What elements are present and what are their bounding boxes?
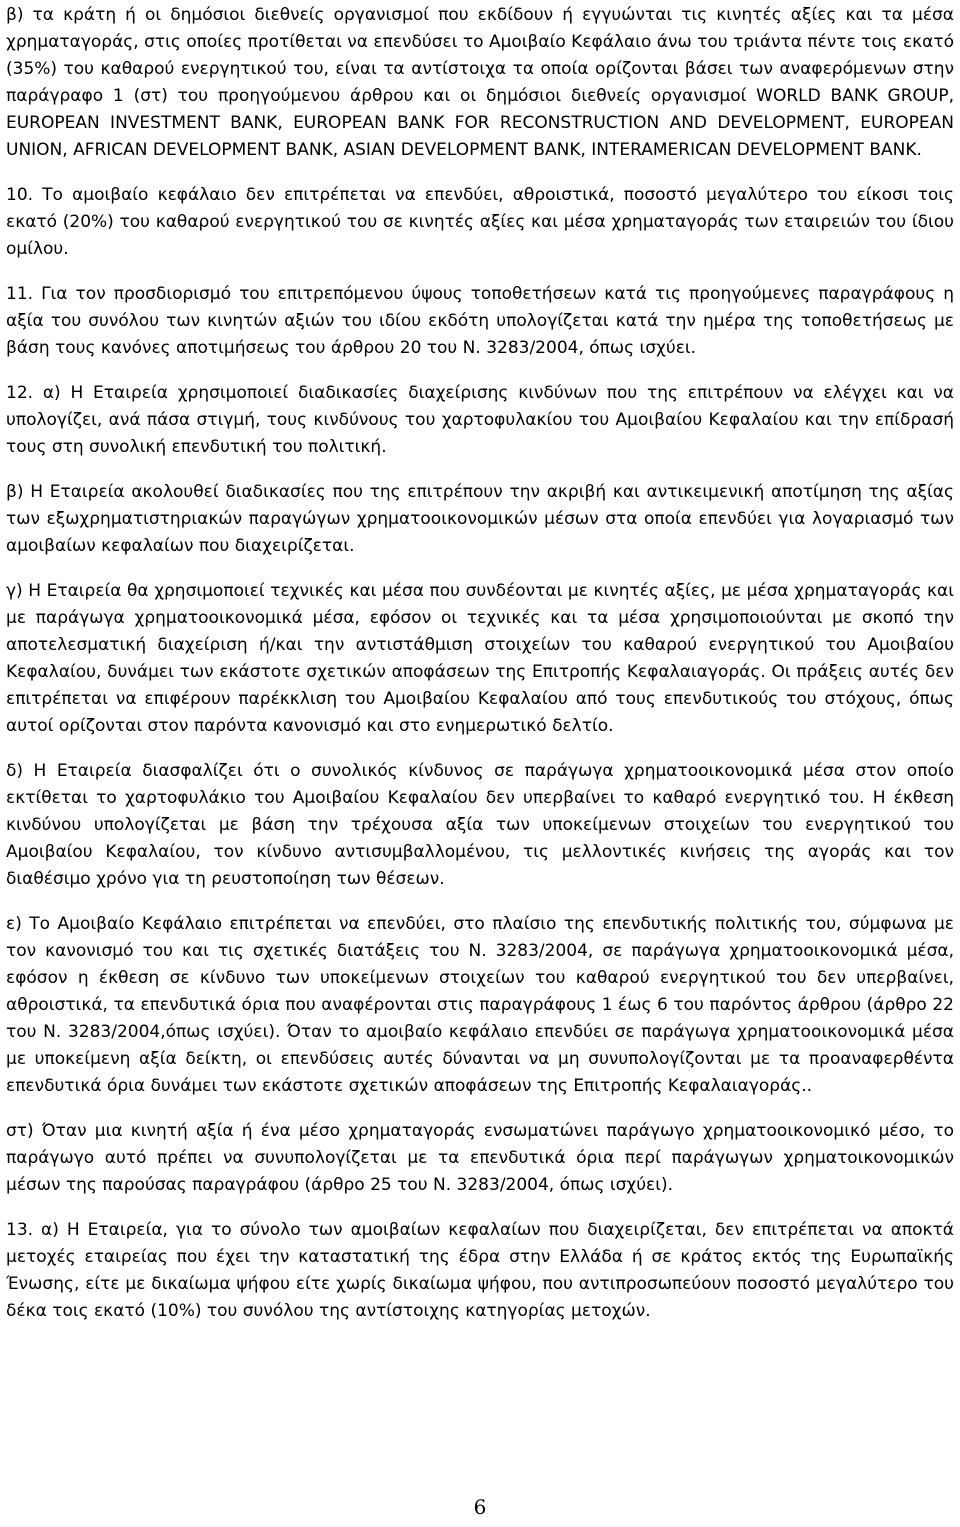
paragraph-12b: β) Η Εταιρεία ακολουθεί διαδικασίες που της επιτρέπουν την ακριβή και αντικειμενική αποτίμηση της αξίας των εξωχρηματιστηριακών παραγώγων χρηματοοικονομικών μέσων στα οποία επενδύει για λογαριασμό των αμοιβαίων κεφαλαίων που διαχειρίζεται. [6,482,954,556]
paragraph-12st: στ) Όταν μια κινητή αξία ή ένα μέσο χρηματαγοράς ενσωματώνει παράγωγο χρηματοοικονομικό μέσο, το παράγωγο αυτό πρέπει να συνυπολογίζεται με τα επενδυτικά όρια περί παράγωγων χρηματοικονομικών μέσων της παρούσας παραγράφου (άρθρο 25 του Ν. 3283/2004, όπως ισχύει). [6,1121,954,1195]
paragraph-beta-issuers: β) τα κράτη ή οι δημόσιοι διεθνείς οργανισμοί που εκδίδουν ή εγγυώνται τις κινητές αξίες και τα μέσα χρηματαγοράς, στις οποίες προτίθεται να επενδύσει το Αμοιβαίο Κεφάλαιο άνω του τριάντα πέντε τοις εκατό (35%) του καθαρού ενεργητικού του, είναι τα αντίστοιχα τα οποία ορίζονται βάσει των αναφερόμενων στην παράγραφο 1 (στ) του προηγούμενου άρθρου και οι δημόσιοι διεθνείς οργανισμοί WORLD BANK GROUP, EUROPEAN INVESTMENT BANK, EUROPEAN BANK FOR RECONSTRUCTION AND DEVELOPMENT, EUROPEAN UNION, AFRICAN DEVELOPMENT BANK, ASIAN DEVELOPMENT BANK, INTERAMERICAN DEVELOPMENT BANK. [6,5,954,160]
paragraph-12a: 12. α) Η Εταιρεία χρησιμοποιεί διαδικασίες διαχείρισης κινδύνων που της επιτρέπουν να ελέγχει και να υπολογίζει, ανά πάσα στιγμή, τους κινδύνους του χαρτοφυλακίου του Αμοιβαίου Κεφαλαίου και την επίδρασή τους στη συνολική επενδυτική του πολιτική. [6,383,954,457]
paragraph-10: 10. Το αμοιβαίο κεφάλαιο δεν επιτρέπεται να επενδύει, αθροιστικά, ποσοστό μεγαλύτερο του είκοσι τοις εκατό (20%) του καθαρού ενεργητικού του σε κινητές αξίες και μέσα χρηματαγοράς των εταιρειών του ίδιου ομίλου. [6,185,954,259]
paragraph-13a: 13. α) Η Εταιρεία, για το σύνολο των αμοιβαίων κεφαλαίων που διαχειρίζεται, δεν επιτρέπεται να αποκτά μετοχές εταιρείας που έχει την καταστατική της έδρα στην Ελλάδα ή σε κράτος εκτός της Ευρωπαϊκής Ένωσης, είτε με δικαίωμα ψήφου είτε χωρίς δικαίωμα ψήφου, που αντιπροσωπεύουν ποσοστό μεγαλύτερο του δέκα τοις εκατό (10%) του συνόλου της αντίστοιχης κατηγορίας μετοχών. [6,1220,954,1321]
paragraph-12c: γ) Η Εταιρεία θα χρησιμοποιεί τεχνικές και μέσα που συνδέονται με κινητές αξίες, με μέσα χρηματαγοράς και με παράγωγα χρηματοοικονομικά μέσα, εφόσον οι τεχνικές και τα μέσα χρησιμοποιούνται με σκοπό την αποτελεσματική διαχείριση ή/και την αντιστάθμιση στοιχείων του καθαρού ενεργητικού του Αμοιβαίου Κεφαλαίου, δυνάμει των εκάστοτε σχετικών αποφάσεων της Επιτροπής Κεφαλαιαγοράς. Οι πράξεις αυτές δεν επιτρέπεται να επιφέρουν παρέκκλιση του Αμοιβαίου Κεφαλαίου από τους επενδυτικούς του στόχους, όπως αυτοί ορίζονται στον παρόντα κανονισμό και στο ενημερωτικό δελτίο. [6,581,954,736]
paragraph-12d: δ) Η Εταιρεία διασφαλίζει ότι ο συνολικός κίνδυνος σε παράγωγα χρηματοοικονομικά μέσα στον οποίο εκτίθεται το χαρτοφυλάκιο του Αμοιβαίου Κεφαλαίου δεν υπερβαίνει το καθαρό ενεργητικό του. Η έκθεση κινδύνου υπολογίζεται με βάση την τρέχουσα αξία των υποκείμενων στοιχείων του ενεργητικού του Αμοιβαίου Κεφαλαίου, τον κίνδυνο αντισυμβαλλομένου, τις μελλοντικές κινήσεις της αγοράς και τον διαθέσιμο χρόνο για τη ρευστοποίηση των θέσεων. [6,761,954,889]
paragraph-12e: ε) Το Αμοιβαίο Κεφάλαιο επιτρέπεται να επενδύει, στο πλαίσιο της επενδυτικής πολιτικής του, σύμφωνα με τον κανονισμό του και τις σχετικές διατάξεις του Ν. 3283/2004, σε παράγωγα χρηματοοικονομικά μέσα, εφόσον η έκθεση σε κίνδυνο των υποκείμενων στοιχείων του καθαρού ενεργητικού του δεν υπερβαίνει, αθροιστικά, τα επενδυτικά όρια που αναφέρονται στις παραγράφους 1 έως 6 του παρόντος άρθρου (άρθρο 22 του Ν. 3283/2004,όπως ισχύει). Όταν το αμοιβαίο κεφάλαιο επενδύει σε παράγωγα χρηματοοικονομικά μέσα με υποκείμενη αξία δείκτη, οι επενδύσεις αυτές δύνανται να μη συνυπολογίζονται με τα προαναφερθέντα επενδυτικά όρια δυνάμει των εκάστοτε σχετικών αποφάσεων της Επιτροπής Κεφαλαιαγοράς.. [6,914,954,1096]
page-number: 6 [473,1495,487,1519]
paragraph-11: 11. Για τον προσδιορισμό του επιτρεπόμενου ύψους τοποθετήσεων κατά τις προηγούμενες παραγράφους η αξία του συνόλου των κινητών αξιών του ιδίου εκδότη υπολογίζεται κατά την ημέρα της τοποθετήσεως με βάση τους κανόνες αποτιμήσεως του άρθρου 20 του Ν. 3283/2004, όπως ισχύει. [6,284,954,358]
